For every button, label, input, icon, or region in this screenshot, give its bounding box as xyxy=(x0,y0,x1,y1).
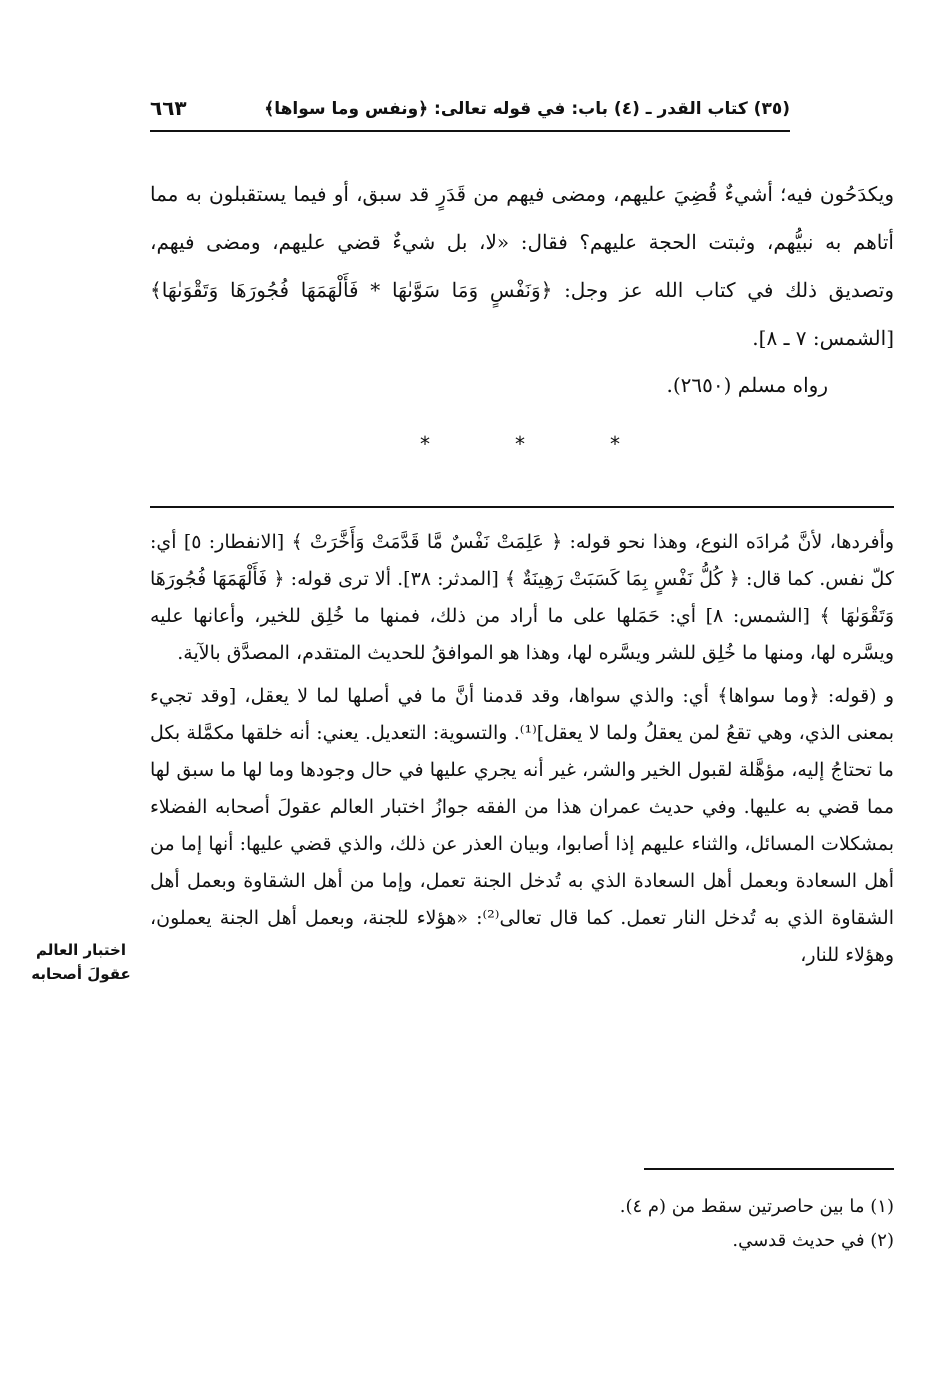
running-header xyxy=(150,96,790,132)
commentary-block xyxy=(150,524,894,974)
commentary-paragraph: وأفردها، لأنَّ مُرادَه النوع، وهذا نحو قوله: ﴿ عَلِمَتْ نَفْسٌ مَّا قَدَّمَتْ وَأَخَّرَتْ ﴾ [الانفطار: ٥] أي: كلّ نفس. كما قال: ﴿ كُلُّ نَفْسٍ بِمَا كَسَبَتْ رَهِينَةٌ ﴾ [المدثر: ٣٨]. ألا ترى قوله: ﴿ فَأَلْهَمَهَا فُجُورَهَا وَتَقْوَىٰهَا ﴾ [الشمس: ٨] أي: حَمَلها على ما أراد من ذلك، فمنها ما خُلِق للخير، وأعانها عليه ويسَّره لها، ومنها ما خُلِق للشر ويسَّره لها، وهذا هو الموافقُ للحديث المتقدم، المصدَّق بالآية. xyxy=(150,531,894,664)
hadith-text-block xyxy=(150,170,894,362)
header-title: (٣٥) كتاب القدر ـ (٤) باب: في قوله تعالى: ﴿ونفس وما سواها﴾ xyxy=(264,99,790,119)
commentary-divider xyxy=(150,506,894,508)
margin-note-line: اختبار العالم xyxy=(36,941,126,959)
margin-note-line: عقولَ أصحابه xyxy=(31,965,131,983)
hadith-paragraph: ويكدَحُون فيه؛ أشيءٌ قُضِيَ عليهم، ومضى فيهم من قَدَرٍ قد سبق، أو فيما يستقبلون به مما أتاهم به نبيُّهم، وثبتت الحجة عليهم؟ فقال: «لا، بل شيءٌ قضي عليهم، ومضى فيهم، وتصديق ذلك في كتاب الله عز وجل: ﴿وَنَفْسٍ وَمَا سَوَّىٰهَا * فَأَلْهَمَهَا فُجُورَهَا وَتَقْوَىٰهَا﴾ [الشمس: ٧ ـ ٨]. xyxy=(150,182,894,350)
page-number: ٦٦٣ xyxy=(150,96,187,120)
footnote: (١) ما بين حاصرتين سقط من (م ٤). xyxy=(619,1196,894,1217)
hadith-attribution: رواه مسلم (٢٦٥٠). xyxy=(666,373,828,397)
section-separator xyxy=(420,432,620,456)
footnote-divider xyxy=(644,1168,894,1170)
margin-note xyxy=(22,938,140,986)
footnotes xyxy=(620,1190,894,1258)
commentary-paragraph: و (قوله: ﴿وما سواها﴾ أي: والذي سواها، وقد قدمنا أنَّ ما في أصلها لما لا يعقل، [وقد تجيء بمعنى الذي، وهي تقعُ لمن يعقلُ ولما لا يعقل]⁽¹⁾. والتسوية: التعديل. يعني: أنه خلقها مكمَّلة بكل ما تحتاجُ إليه، مؤهَّلة لقبول الخير والشر، غير أنه يجري عليها في حال وجودها وما لها ما سبق لها مما قضي به عليها. وفي حديث عمران هذا من الفقه جوازُ اختبار العالم عقولَ أصحابه الفضلاء بمشكلات المسائل، والثناء عليهم إذا أصابوا، وبيان العذر عن ذلك، والذي قضي عليها: أنها إما من أهل السعادة وبعمل أهل السعادة الذي به تُدخل الجنة تعمل، وإما من أهل الشقاوة وبعمل أهل الشقاوة الذي به تُدخل النار تعمل. كما قال تعالى⁽²⁾: «هؤلاء للجنة، وبعمل أهل الجنة يعملون، وهؤلاء للنار، xyxy=(150,685,894,966)
separator-star: * xyxy=(610,432,620,456)
separator-star: * xyxy=(420,432,430,456)
footnote: (٢) في حديث قدسي. xyxy=(732,1230,894,1251)
separator-star: * xyxy=(515,432,525,456)
